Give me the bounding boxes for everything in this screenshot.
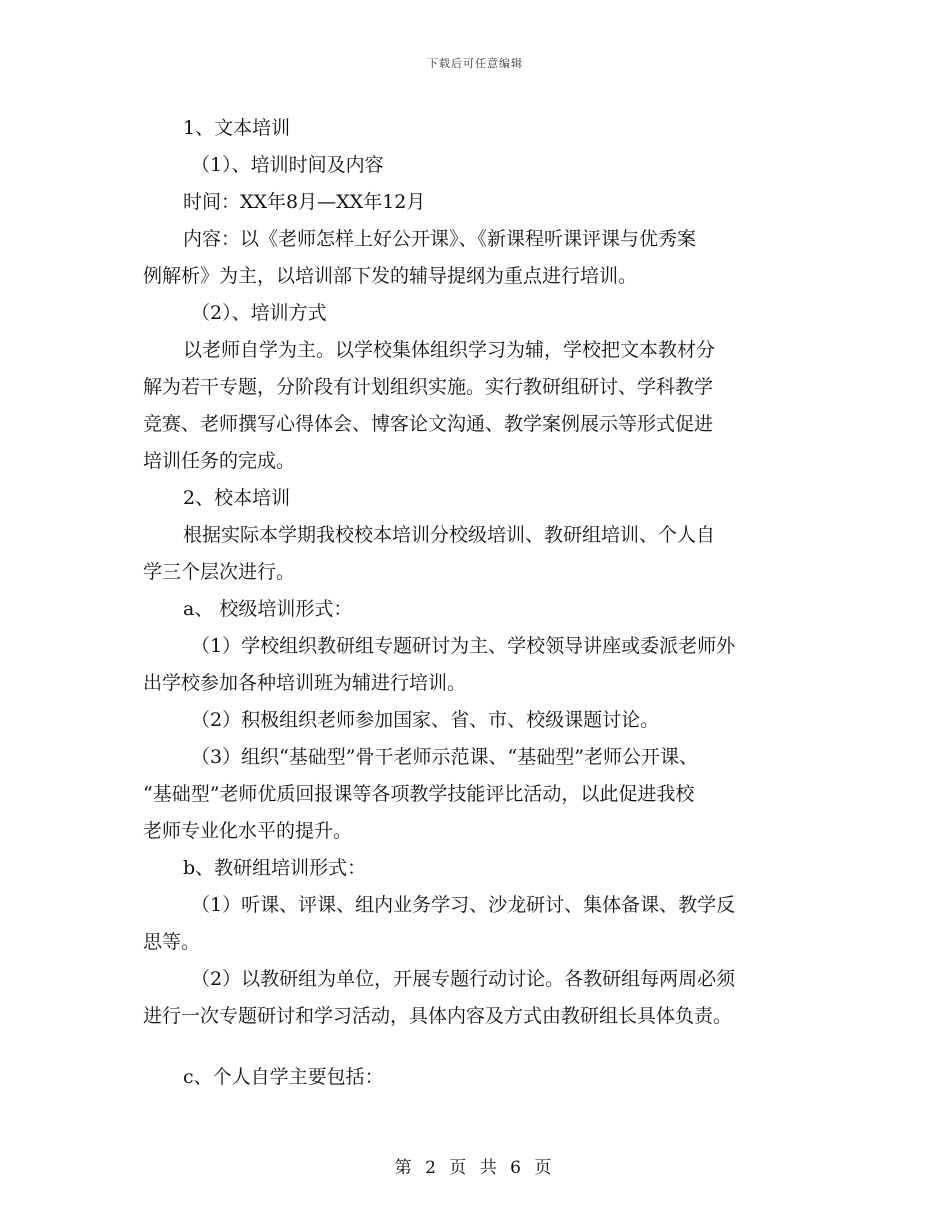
paragraph-line: 培训任务的完成。 — [143, 450, 296, 472]
paragraph-line: 例解析》为主，以培训部下发的辅导提纲为重点进行培训。 — [143, 265, 638, 287]
paragraph-line: 竞赛、老师撰写心得体会、博客论文沟通、教学案例展示等形式促进 — [143, 413, 714, 435]
subheading-group-level: b、教研组培训形式： — [183, 857, 367, 879]
paragraph-line: 时间：XX年8月—XX年12月 — [183, 191, 426, 213]
paragraph-line: 思等。 — [143, 931, 201, 953]
paragraph-line: （2）积极组织老师参加国家、省、市、校级课题讨论。 — [191, 709, 660, 731]
paragraph-line: 以老师自学为主。以学校集体组织学习为辅，学校把文本教材分 — [183, 339, 716, 361]
heading-school-training: 2、校本培训 — [183, 487, 291, 509]
heading-text-training: 1、文本培训 — [183, 117, 291, 139]
document-body — [143, 110, 808, 1096]
paragraph-line: （2）以教研组为单位，开展专题行动讨论。各教研组每两周必须 — [191, 968, 736, 990]
paragraph-line: 内容：以《老师怎样上好公开课》、《新课程听课评课与优秀案 — [183, 228, 697, 250]
spacer — [143, 1035, 808, 1059]
paragraph-line: （3）组织“基础型”骨干老师示范课、“基础型”老师公开课、 — [191, 746, 698, 768]
subheading-self-study: c、个人自学主要包括： — [183, 1066, 384, 1088]
paragraph-line: 出学校参加各种培训班为辅进行培训。 — [143, 672, 467, 694]
paragraph-line: 根据实际本学期我校校本培训分校级培训、教研组培训、个人自 — [183, 524, 716, 546]
page-header: 下载后可任意编辑 — [427, 57, 523, 70]
page-number: 第 2 页 共 6 页 — [394, 1158, 556, 1178]
subheading-school-level: a、 校级培训形式： — [183, 598, 353, 620]
paragraph-line: 解为若干专题，分阶段有计划组织实施。实行教研组研讨、学科教学 — [143, 376, 714, 398]
subheading-training-method: （2）、培训方式 — [191, 302, 327, 324]
paragraph-line: “基础型”老师优质回报课等各项教学技能评比活动，以此促进我校 — [143, 783, 695, 805]
paragraph-line: 老师专业化水平的提升。 — [143, 820, 353, 842]
paragraph-line: 学三个层次进行。 — [143, 561, 296, 583]
paragraph-line: 进行一次专题研讨和学习活动，具体内容及方式由教研组长具体负责。 — [143, 1005, 733, 1027]
subheading-time-content: （1）、培训时间及内容 — [191, 154, 384, 176]
paragraph-line: （1）听课、评课、组内业务学习、沙龙研讨、集体备课、教学反 — [191, 894, 736, 916]
paragraph-line: （1）学校组织教研组专题研讨为主、学校领导讲座或委派老师外 — [191, 635, 736, 657]
